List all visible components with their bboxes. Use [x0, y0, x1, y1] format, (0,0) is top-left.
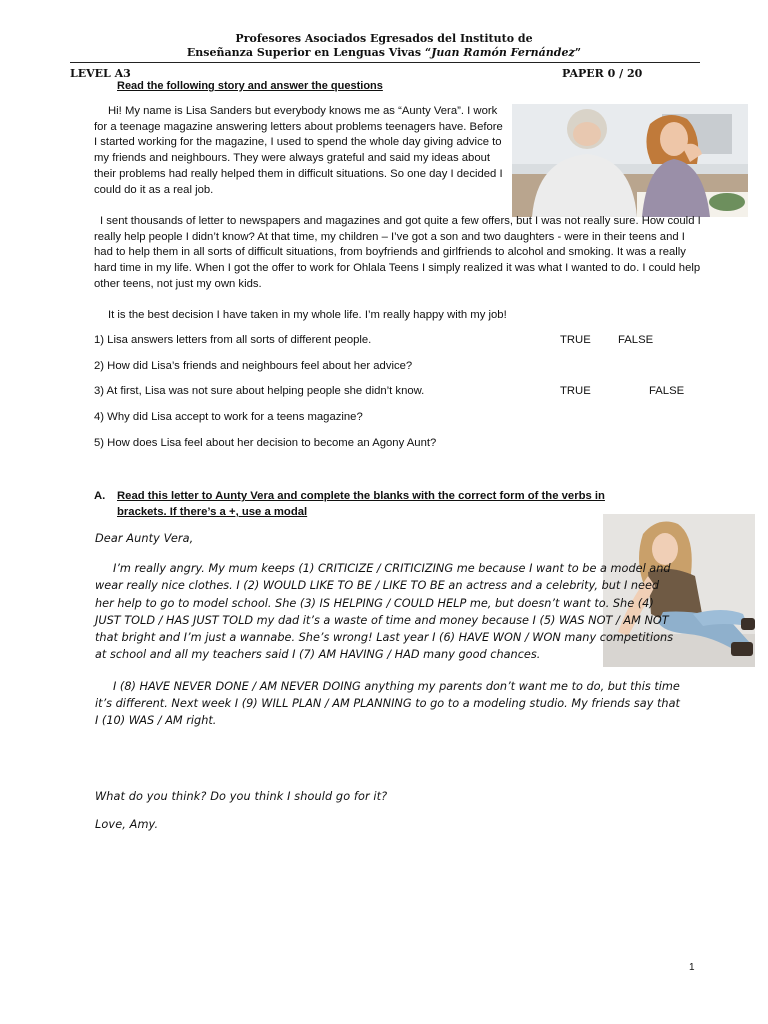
question-2: 2) How did Lisa’s friends and neighbours feel about her advice? — [94, 360, 413, 372]
story-paragraph-3: It is the best decision I have taken in my whole life. I’m really happy with my job! — [108, 309, 507, 321]
story-paragraph-2: I sent thousands of letter to newspapers and magazines and got quite a few offers, but I was not really sure. How could I really help people I didn’t know? At that time, my children – I’ve got a son and two daughters - were in their teens and I had to help them in all sorts of difficult situations, from boyfriends and girlfriends to alcohol and smoking. It was a really hard time in my life. When I got the offer to work for Ohlala Teens I simply realized it was what I wanted to do. I could help other teens, not just my own kids. — [94, 215, 701, 290]
letter-question: What do you think? Do you think I should go for it? — [95, 790, 388, 803]
section-a-heading — [94, 488, 654, 520]
header-divider — [70, 62, 700, 63]
letter-signoff: Love, Amy. — [95, 818, 159, 831]
question-1-true[interactable]: TRUE — [560, 334, 591, 346]
institution-line-1: Profesores Asociados Egresados del Instituto de — [235, 32, 533, 45]
section-a-marker: A. — [94, 490, 106, 502]
question-3-true[interactable]: TRUE — [560, 385, 591, 397]
question-4: 4) Why did Lisa accept to work for a teens magazine? — [94, 411, 363, 423]
photo-women-at-table — [512, 104, 748, 217]
section-a-instruction: Read this letter to Aunty Vera and complete the blanks with the correct form of the verbs in brackets. If there’s a +, use a modal — [117, 490, 605, 518]
letter-greeting: Dear Aunty Vera, — [95, 532, 194, 545]
level-label: LEVEL A3 — [70, 67, 131, 80]
photo-women-illustration — [512, 104, 748, 217]
letter-paragraph-2: I (8) HAVE NEVER DONE / AM NEVER DOING anything my parents don’t want me to do, but this time it’s different. Next week I (9) WILL PLAN / AM PLANNING to go to a modeling studio. My friends say that I (10) WAS / AM right. — [95, 679, 680, 728]
letter-body — [95, 560, 680, 730]
institution-header — [0, 32, 768, 60]
question-1: 1) Lisa answers letters from all sorts of different people. — [94, 334, 372, 346]
paper-score: PAPER 0 / 20 — [562, 67, 643, 80]
institution-name: Juan Ramón Fernández — [431, 46, 575, 59]
reading-instruction: Read the following story and answer the questions — [117, 80, 383, 92]
page-number: 1 — [689, 962, 695, 973]
question-3: 3) At first, Lisa was not sure about helping people she didn’t know. — [94, 385, 425, 397]
question-5: 5) How does Lisa feel about her decision to become an Agony Aunt? — [94, 437, 437, 449]
question-3-false[interactable]: FALSE — [649, 385, 685, 397]
institution-line-2: Enseñanza Superior en Lenguas Vivas “Juan Ramón Fernández” — [186, 46, 582, 59]
letter-paragraph-1: I’m really angry. My mum keeps (1) CRITICIZE / CRITICIZING me because I want to be a model and wear really nice clothes. I (2) WOULD LIKE TO BE / LIKE TO BE an actress and a celebrity, but I need her help to go to model school. She (3) IS HELPING / COULD HELP me, but doesn’t want to. She (4) JUST TOLD / HAS JUST TOLD my dad it’s a waste of time and money because I (5) WAS NOT / AM NOT that bright and I’m just a wannabe. She’s wrong! Last year I (6) HAVE WON / WON many competitions at school and all my teachers said I (7) AM HAVING / HAD many good chances. — [95, 562, 674, 662]
question-1-false[interactable]: FALSE — [618, 334, 654, 346]
story-paragraph-1: Hi! My name is Lisa Sanders but everybody knows me as “Aunty Vera”. I work for a teenage magazine answering letters about problems teenagers have. Before I started working for the magazine, I used to spend the whole day giving advice to my friends and neighbours. They were always grateful and said my ideas about their problems had really helped them in difficult situations. So one day I decided I could do it as a real job. — [94, 105, 503, 196]
